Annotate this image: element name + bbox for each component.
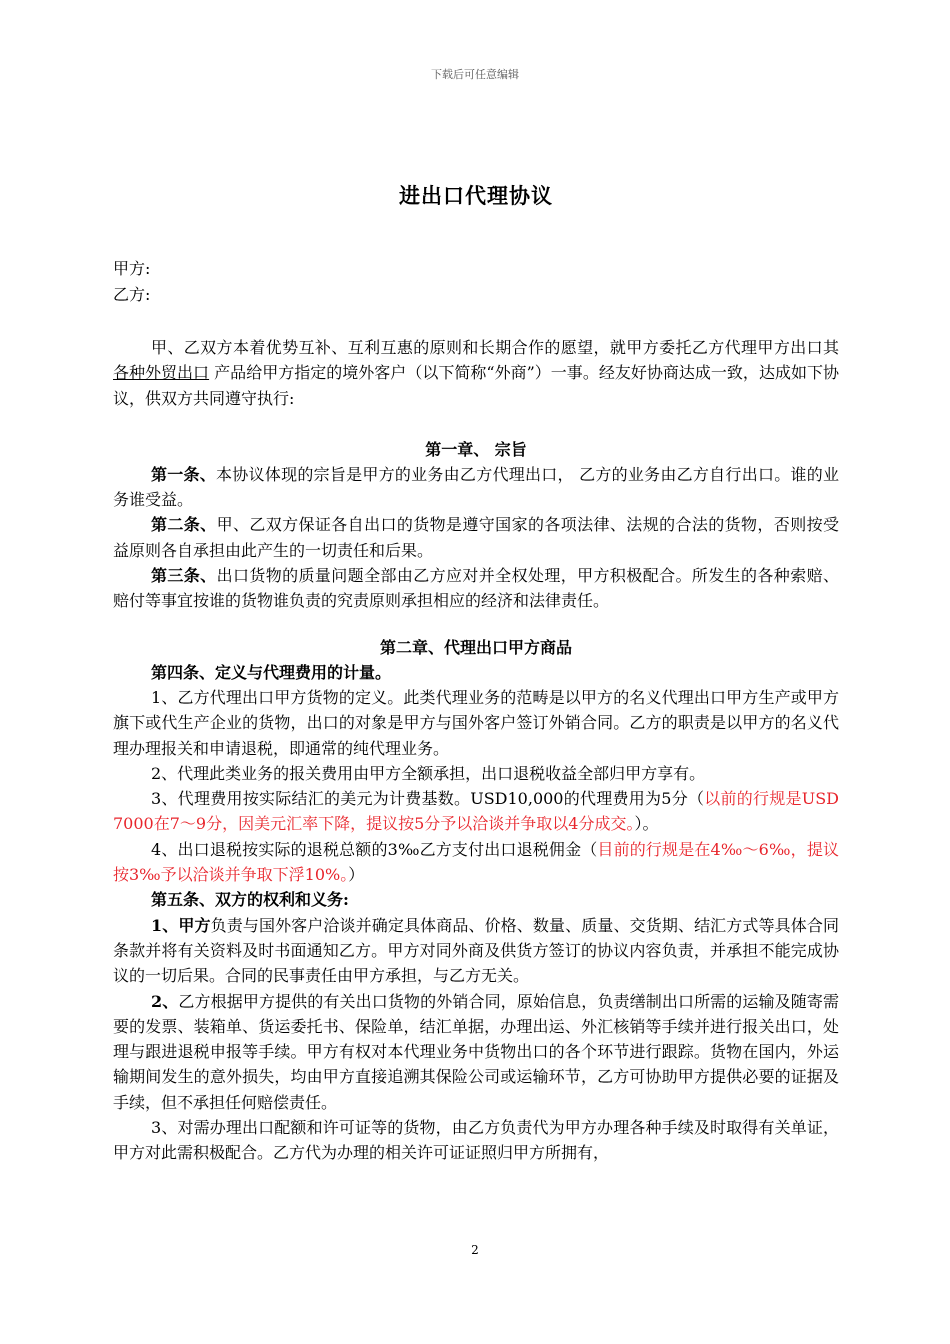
article-4-item-4 bbox=[113, 837, 839, 888]
preamble-underlined-product: 各种外贸出口 bbox=[113, 363, 210, 383]
preamble-text-2: 产品给甲方指定的境外客户（以下简称“外商”）一事。经友好协商达成一致，达成如下协议，供双方共同遵守执行: bbox=[113, 363, 839, 408]
chapter-1-heading: 第一章、 宗旨 bbox=[425, 439, 527, 459]
article-4-item-2: 2、代理此类业务的报关费用由甲方全额承担，出口退税收益全部归甲方享有。 bbox=[151, 763, 706, 783]
article-4-item-3-end: ）。 bbox=[634, 814, 659, 834]
article-5-item-2-label: 2、 bbox=[151, 991, 179, 1011]
article-4-heading: 第四条、定义与代理费用的计量。 bbox=[151, 662, 392, 682]
article-5-item-1 bbox=[113, 913, 839, 989]
party-b-line: 乙方: bbox=[113, 285, 151, 304]
document-body bbox=[113, 180, 839, 1166]
article-3-text: 出口货物的质量问题全部由乙方应对并全权处理，甲方积极配合。所发生的各种索赔、赔付等事宜按谁的货物谁负责的究责原则承担相应的经济和法律责任。 bbox=[113, 566, 839, 611]
article-4-item-3 bbox=[113, 786, 839, 837]
article-4-item-1: 1、乙方代理出口甲方货物的定义。此类代理业务的范畴是以甲方的名义代理出口甲方生产或甲方旗下或代生产企业的货物，出口的对象是甲方与国外客户签订外销合同。乙方的职责是以甲方的名义代理办理报关和申请退税，即通常的纯代理业务。 bbox=[113, 687, 839, 758]
article-1 bbox=[113, 462, 839, 513]
chapter-2-heading: 第二章、代理出口甲方商品 bbox=[379, 637, 572, 657]
party-a-line: 甲方: bbox=[113, 259, 151, 278]
article-1-text: 本协议体现的宗旨是甲方的业务由乙方代理出口， 乙方的业务由乙方自行出口。谁的业务谁受益。 bbox=[113, 464, 839, 510]
article-4-item-4-text: 4、出口退税按实际的退税总额的3‰乙方支付出口退税佣金（ bbox=[151, 839, 598, 859]
article-5-item-3: 3、对需办理出口配额和许可证等的货物，由乙方负责代为甲方办理各种手续及时取得有关单证，甲方对此需积极配合。乙方代为办理的相关许可证证照归甲方所拥有， bbox=[113, 1118, 839, 1163]
article-4-item-4-red-note: 目前的行规是在4‰～6‰，提议按3‰予以洽谈并争取下浮10%。 bbox=[113, 839, 839, 885]
document-title: 进出口代理协议 bbox=[399, 183, 553, 208]
article-1-label: 第一条、 bbox=[151, 464, 217, 484]
article-5-item-2 bbox=[113, 989, 839, 1115]
article-5-item-1-text: 负责与国外客户洽谈并确定具体商品、价格、数量、质量、交货期、结汇方式等具体合同条款并将有关资料及时书面通知乙方。甲方对同外商及供货方签订的协议内容负责，并承担不能完成协议的一切后果。合同的民事责任由甲方承担，与乙方无关。 bbox=[113, 915, 839, 986]
page-number: 2 bbox=[471, 1243, 479, 1257]
article-4-item-3-text: 3、代理费用按实际结汇的美元为计费基数。USD10,000的代理费用为5分（ bbox=[151, 789, 705, 809]
article-4-item-3-red-note: 以前的行规是USD 7000在7～9分，因美元汇率下降，提议按5分予以洽谈并争取以4分成交。 bbox=[113, 789, 839, 834]
article-2-text: 甲、乙双方保证各自出口的货物是遵守国家的各项法律、法规的合法的货物，否则按受益原则各自承担由此产生的一切责任和后果。 bbox=[113, 515, 839, 560]
article-5-item-2-text: 乙方根据甲方提供的有关出口货物的外销合同，原始信息，负责缮制出口所需的运输及随寄需要的发票、装箱单、货运委托书、保险单，结汇单据，办理出运、外汇核销等手续并进行报关出口，处理与跟进退税申报等手续。甲方有权对本代理业务中货物出口的各个环节进行跟踪。货物在国内，外运输期间发生的意外损失，均由甲方直接追溯其保险公司或运输环节，乙方可协助甲方提供必要的证据及手续，但不承担任何赔偿责任。 bbox=[113, 991, 839, 1112]
article-3-label: 第三条、 bbox=[151, 566, 217, 586]
header-note: 下载后可任意编辑 bbox=[431, 68, 519, 81]
preamble-paragraph bbox=[113, 335, 839, 411]
article-4-item-4-end: ） bbox=[348, 865, 365, 885]
article-2 bbox=[113, 512, 839, 563]
article-3 bbox=[113, 563, 839, 614]
article-2-label: 第二条、 bbox=[151, 515, 217, 535]
preamble-text-1: 甲、乙双方本着优势互补、互利互惠的原则和长期合作的愿望，就甲方委托乙方代理甲方出口其 bbox=[151, 338, 839, 357]
article-5-heading: 第五条、双方的权利和义务: bbox=[151, 890, 349, 910]
article-5-item-1-label: 1、甲方 bbox=[151, 915, 211, 935]
